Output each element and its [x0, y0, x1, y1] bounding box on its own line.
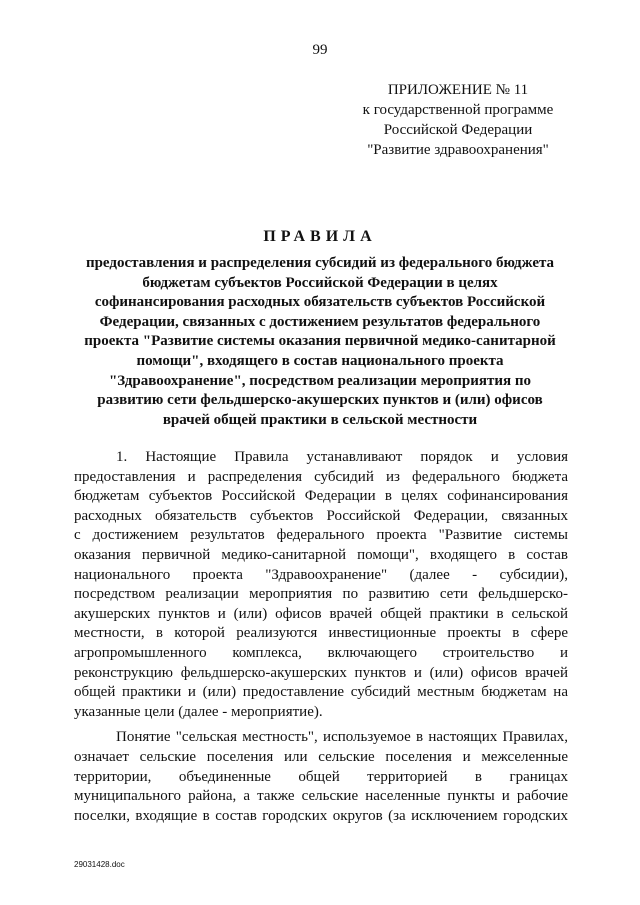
subtitle-line: "Здравоохранение", посредством реализации мероприятия по	[108, 372, 532, 389]
text-line: общей практики и (или) предоставление субсидий местным бюджетам на	[74, 684, 568, 701]
text-line: с достижением результатов федерального проекта "Развитие системы	[74, 527, 568, 544]
subtitle-line: врачей общей практики в сельской местности	[162, 411, 478, 428]
text-line: муниципального района, а также сельские населенные пункты и рабочие	[74, 788, 568, 805]
subtitle-line: помощи", входящего в состав национального проекта	[136, 352, 504, 369]
subtitle-line: бюджетам субъектов Российской Федерации в целях	[142, 274, 498, 291]
text-line: предоставления и распределения субсидий из федерального бюджета	[74, 468, 568, 485]
text-line: реконструкцию фельдшерско-акушерских пунктов и (или) офисов врачей	[74, 664, 568, 681]
text-line: оказания первичной медико-санитарной помощи", входящего в состав	[74, 546, 568, 563]
text-line: бюджетам субъектов Российской Федерации в целях софинансирования	[74, 488, 568, 505]
text-line: поселки, входящие в состав городских округов (за исключением городских	[74, 807, 568, 824]
subtitle-line: софинансирования расходных обязательств субъектов Российской	[94, 294, 546, 311]
subtitle-line: проекта "Развитие системы оказания первичной медико-санитарной	[84, 333, 556, 350]
appendix-block	[340, 80, 576, 160]
appendix-line: Российской Федерации	[383, 122, 533, 138]
text-line: означает сельские поселения или сельские поселения и межселенные	[74, 748, 568, 765]
paragraph-1	[74, 448, 568, 722]
paragraph-2	[74, 728, 568, 826]
appendix-line: "Развитие здравоохранения"	[367, 142, 549, 158]
text-line: 1. Настоящие Правила устанавливают порядок и условия	[116, 449, 568, 465]
text-line: Понятие "сельская местность", используемое в настоящих Правилах,	[116, 729, 568, 746]
text-line: указанные цели (далее - мероприятие).	[74, 703, 323, 720]
text-line: посредством реализации мероприятия по развитию сети фельдшерско-	[74, 586, 568, 603]
footer-filename: 29031428.doc	[74, 860, 125, 869]
text-line: национального проекта "Здравоохранение" (далее - субсидии),	[74, 566, 568, 583]
subtitle-line: Федерации, связанных с достижением результатов федерального	[99, 313, 541, 330]
text-line: расходных обязательств субъектов Российской Федерации, связанных	[74, 507, 568, 524]
text-line: местности, в которой реализуются инвестиционные проекты в сфере	[74, 625, 568, 642]
text-line: территории, объединенные общей территорией в границах	[74, 768, 568, 785]
body-text	[74, 448, 568, 826]
rules-title: ПРАВИЛА	[263, 228, 377, 245]
page-number: 99	[312, 42, 328, 58]
subtitle-line: предоставления и распределения субсидий из федерального бюджета	[85, 255, 555, 271]
appendix-line: к государственной программе	[362, 102, 554, 118]
text-line: агропромышленного комплекса, включающего строительство и	[74, 644, 568, 661]
rules-subtitle	[60, 254, 580, 430]
text-line: акушерских пунктов и (или) офисов врачей общей практики в сельской	[74, 605, 568, 622]
appendix-line: ПРИЛОЖЕНИЕ № 11	[387, 82, 529, 98]
subtitle-line: развитию сети фельдшерско-акушерских пунктов и (или) офисов	[97, 392, 543, 409]
